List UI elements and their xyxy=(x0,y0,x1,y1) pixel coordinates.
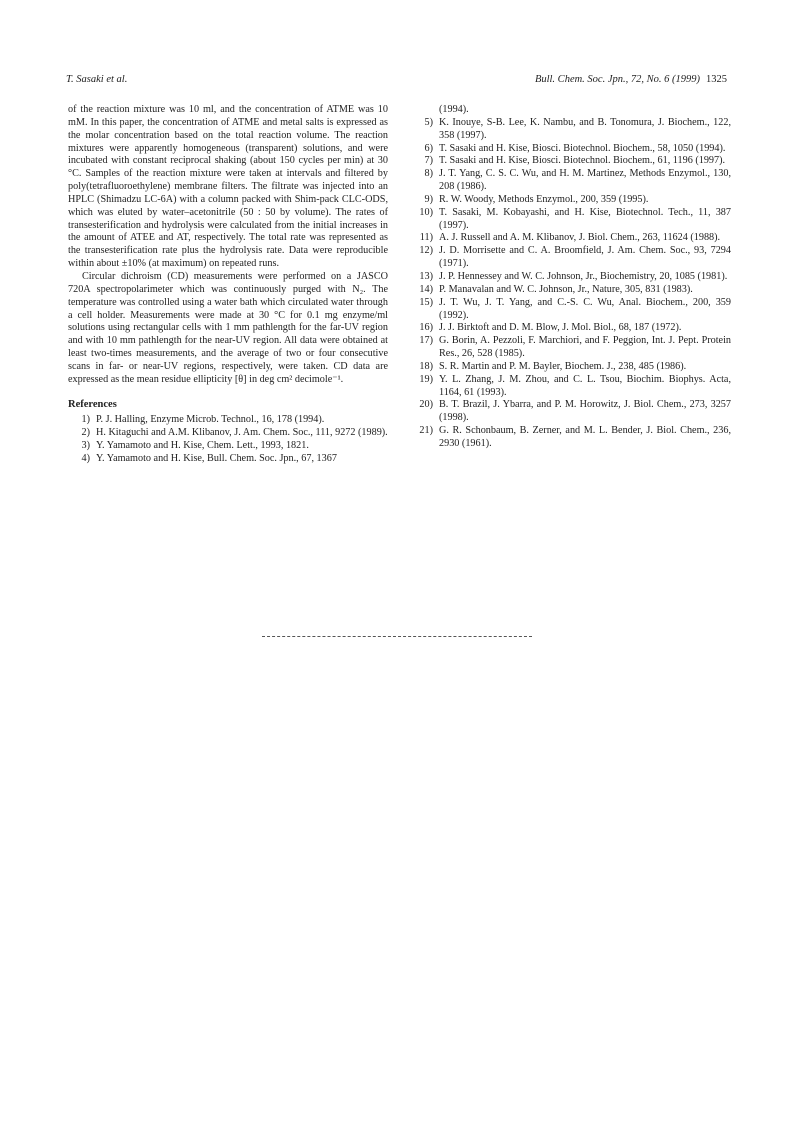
reference-text: J. T. Wu, J. T. Yang, and C.-S. C. Wu, Anal. Biochem., 200, 359 (1992). xyxy=(439,296,731,321)
references-list-left xyxy=(68,414,388,465)
reference-continuation: (1994). xyxy=(439,104,469,115)
reference-text: Y. Yamamoto and H. Kise, Bull. Chem. Soc. Jpn., 67, 1367 xyxy=(96,452,337,464)
reference-item xyxy=(411,194,731,207)
running-header xyxy=(66,74,727,88)
reference-number: 10) xyxy=(419,206,433,218)
reference-item xyxy=(411,155,731,168)
reference-item xyxy=(411,335,731,361)
reference-text: H. Kitaguchi and A.M. Klibanov, J. Am. Chem. Soc., 111, 9272 (1989). xyxy=(96,427,388,439)
reference-number: 3) xyxy=(81,440,90,452)
reference-number: 19) xyxy=(419,373,433,385)
reference-item xyxy=(411,271,731,284)
reference-item xyxy=(411,207,731,233)
reference-item xyxy=(411,374,731,400)
reference-item xyxy=(411,245,731,271)
reference-number: 2) xyxy=(81,427,90,439)
reference-number: 7) xyxy=(424,155,433,167)
header-journal xyxy=(535,74,727,85)
reference-number: 1) xyxy=(81,414,90,426)
reference-item xyxy=(411,361,731,374)
reference-number: 13) xyxy=(419,270,433,282)
reference-text: P. Manavalan and W. C. Johnson, Jr., Nature, 305, 831 (1983). xyxy=(439,283,693,295)
reference-item xyxy=(411,399,731,425)
left-column xyxy=(68,104,388,466)
reference-item xyxy=(68,440,388,453)
body-paragraph: of the reaction mixture was 10 ml, and the concentration of ATME was 10 mM. In this paper, the concentration of ATME and metal salts is expressed as the molar concentration based on the total reaction volume. The reaction mixtures were apparently homogeneous (transparent) solutions, and were incubated with constant reciprocal shaking (about 150 cycles per min) at 30 °C. Samples of the reaction mixture were taken at intervals and filtered by poly(tetrafluoroethylene) membrane filters. The filtrate was injected into an HPLC (Shimadzu LC-6A) with a column packed with Shim-pack CLC-ODS, which was eluted by water–acetonitrile (50 : 50 by volume). The rates of transesterification and hydrolysis were calculated from the initial increases in the amount of ATEE and AT, respectively. The total rate was represented as the transesterification rate plus the hydrolysis rate. Data were reproducible within about ±10% (at maximum) on repeated runs. xyxy=(68,104,388,270)
reference-item xyxy=(68,427,388,440)
reference-text: J. T. Yang, C. S. C. Wu, and H. M. Martinez, Methods Enzymol., 130, 208 (1986). xyxy=(439,168,731,193)
reference-item xyxy=(68,453,388,466)
references-heading: References xyxy=(68,398,117,410)
reference-item xyxy=(411,117,731,143)
reference-item xyxy=(411,168,731,194)
reference-number: 9) xyxy=(424,193,433,205)
reference-number: 21) xyxy=(419,425,433,437)
reference-number: 14) xyxy=(419,283,433,295)
reference-text: R. W. Woody, Methods Enzymol., 200, 359 (1995). xyxy=(439,193,649,205)
reference-text: T. Sasaki and H. Kise, Biosci. Biotechnol. Biochem., 58, 1050 (1994). xyxy=(439,142,726,154)
body-paragraph: Circular dichroism (CD) measurements were performed on a JASCO 720A spectropolarimeter which was continuously purged with N₂. The temperature was controlled using a water bath which circulated water through a cell holder. Measurements were made at 30 °C for 0.1 mg enzyme/ml solutions using rectangular cells with 1 mm pathlength for the far-UV region and with 10 mm pathlength for the near-UV region. All data were obtained at least two-times measurements, and the average of two or four consecutive scans in far- or near-UV regions, respectively, were taken. CD data are expressed as the mean residue ellipticity [θ] in deg cm² decimole⁻¹. xyxy=(68,270,388,385)
header-journal-title: Bull. Chem. Soc. Jpn., 72, No. 6 (1999) xyxy=(534,74,700,85)
reference-number: 20) xyxy=(419,399,433,411)
reference-text: J. D. Morrisette and C. A. Broomfield, J. Am. Chem. Soc., 93, 7294 (1971). xyxy=(439,245,731,270)
page-number: 1325 xyxy=(706,74,727,85)
reference-text: T. Sasaki and H. Kise, Biosci. Biotechnol. Biochem., 61, 1196 (1997). xyxy=(439,155,726,167)
reference-text: K. Inouye, S-B. Lee, K. Nambu, and B. Tonomura, J. Biochem., 122, 358 (1997). xyxy=(439,116,731,141)
reference-text: P. J. Halling, Enzyme Microb. Technol., 16, 178 (1994). xyxy=(96,414,325,426)
reference-item xyxy=(411,297,731,323)
reference-item xyxy=(68,414,388,427)
reference-text: G. R. Schonbaum, B. Zerner, and M. L. Bender, J. Biol. Chem., 236, 2930 (1961). xyxy=(439,425,731,449)
reference-item xyxy=(411,143,731,156)
reference-text: Y. Yamamoto and H. Kise, Chem. Lett., 1993, 1821. xyxy=(96,440,309,452)
header-authors: T. Sasaki et al. xyxy=(66,74,128,85)
reference-number: 8) xyxy=(424,168,433,180)
reference-number: 15) xyxy=(419,296,433,308)
reference-number: 5) xyxy=(424,116,433,128)
reference-number: 17) xyxy=(419,335,433,347)
reference-number: 18) xyxy=(419,360,433,372)
reference-text: S. R. Martin and P. M. Bayler, Biochem. J., 238, 485 (1986). xyxy=(439,360,687,372)
reference-text: Y. L. Zhang, J. M. Zhou, and C. L. Tsou, Biochim. Biophys. Acta, 1164, 61 (1993). xyxy=(439,373,731,398)
reference-text: J. J. Birktoft and D. M. Blow, J. Mol. Biol., 68, 187 (1972). xyxy=(439,322,682,334)
reference-number: 12) xyxy=(419,245,433,257)
reference-text: G. Borin, A. Pezzoli, F. Marchiori, and F. Peggion, Int. J. Pept. Protein Res., 26, 528 (1985). xyxy=(439,335,731,360)
end-of-article-rule xyxy=(262,636,532,638)
right-column xyxy=(411,104,731,451)
reference-item xyxy=(411,284,731,297)
reference-item xyxy=(411,425,731,451)
reference-number: 11) xyxy=(419,232,433,244)
reference-item xyxy=(411,322,731,335)
reference-text: A. J. Russell and A. M. Klibanov, J. Biol. Chem., 263, 11624 (1988). xyxy=(439,232,721,244)
reference-text: T. Sasaki, M. Kobayashi, and H. Kise, Biotechnol. Tech., 11, 387 (1997). xyxy=(439,206,731,231)
reference-number: 6) xyxy=(424,142,433,154)
reference-number: 16) xyxy=(419,322,433,334)
references-list-right xyxy=(411,117,731,451)
reference-text: J. P. Hennessey and W. C. Johnson, Jr., Biochemistry, 20, 1085 (1981). xyxy=(439,270,728,282)
reference-text: B. T. Brazil, J. Ybarra, and P. M. Horowitz, J. Biol. Chem., 273, 3257 (1998). xyxy=(439,399,731,424)
reference-item xyxy=(411,232,731,245)
reference-number: 4) xyxy=(81,452,90,464)
